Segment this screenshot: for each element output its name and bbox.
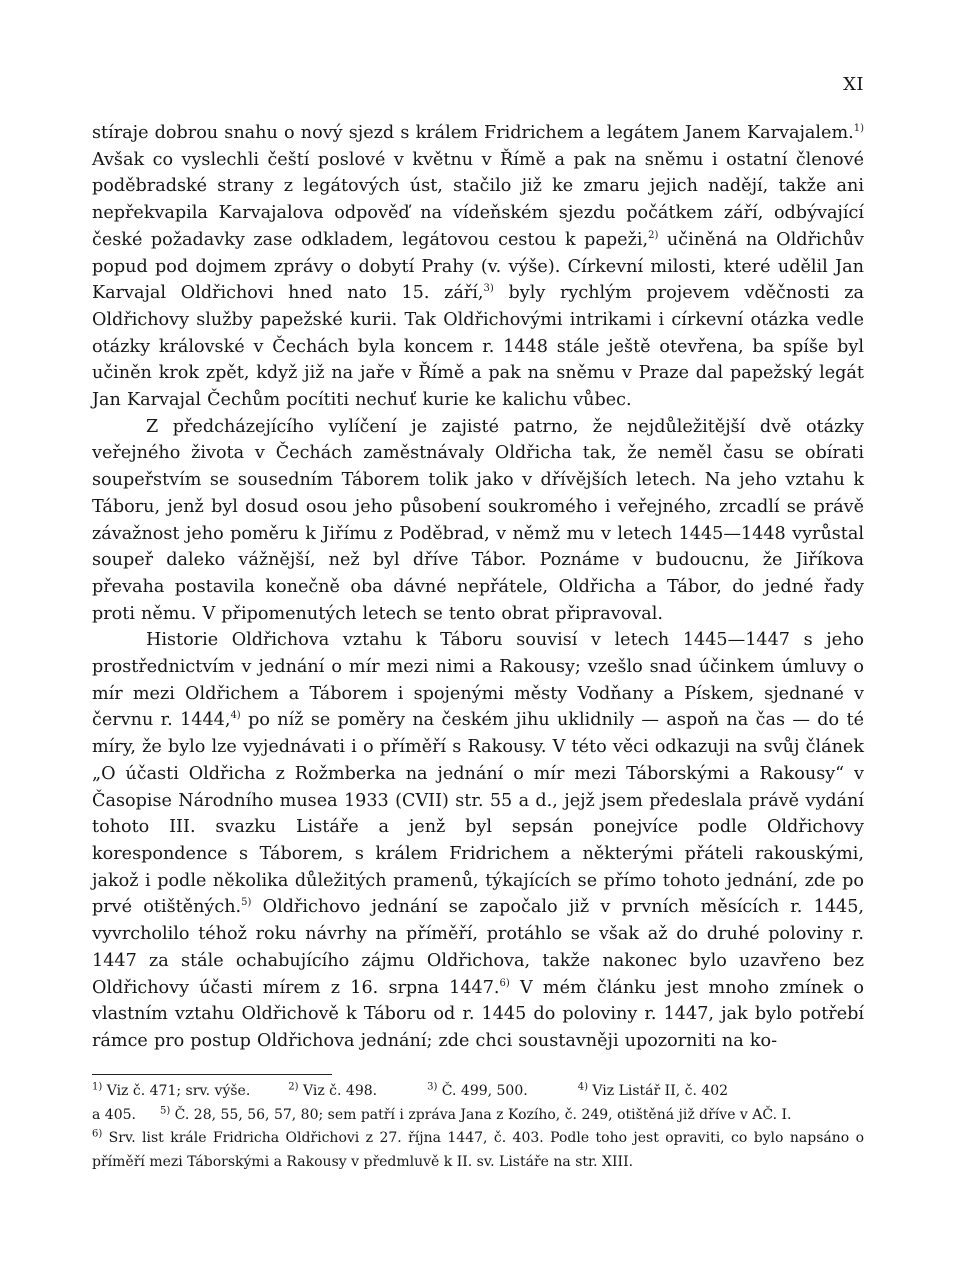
text-run: Z předcházejícího vylíčení je zajisté patrno, že nejdůležitější dvě otázky veřejného života v Čechách zaměstnávaly Oldřicha tak, že neměl času se obírati soupeřstvím se sousedním Táborem tolik jako v dřívějších letech. Na jeho vztahu k Táboru, jenž byl dosud osou jeho působení soukromého i veřejného, zrcadlí se právě závažnost jeho poměru k Jiřímu z Poděbrad, v němž mu v letech 1445—1448 vyrůstal soupeř daleko vážnější, než byl dříve Tábor. Poznáme v budoucnu, že Jiříkova převaha postavila konečně oba dávné nepřátele, Oldřicha a Tábor, do jedné řady proti němu. V připomenutých letech se tento obrat připravoval. [92,416,864,624]
footnote-6: $^{6)}$ Srv. list krále Fridricha Oldřichovi z 27. října 1447, č. 403. Podle toho jest opraviti, co bylo napsáno o příměří mezi Táborskými a Rakousy v předmluvě k II. sv. Listáře na str. XIII. [92,1128,864,1170]
text-run: V mém článku jest mnoho zmínek o vlastním vztahu Oldřichově k Táboru od r. 1445 do poloviny r. 1447, jak bylo potřebí rámce pro postup Oldřichova jednání; zde chci soustavněji upozorniti na ko- [92,977,865,1051]
footnote-ref: 3) [483,283,494,295]
text-run: po níž se poměry na českém jihu uklidnily — aspoň na čas — do té míry, že bylo lze vyjednávati i o příměří s Rakousy. V této věci odkazuji na svůj článek „O účasti Oldřicha z Rožmberka na jednání o mír mezi Táborskými a Rakousy“ v Časopise Národního musea 1933 (CVII) str. 55 a d., jejž jsem předeslala právě vydání tohoto III. svazku Listáře a jenž byl sepsán ponejvíce podle Oldřichovy korespondence s Táborem, s králem Fridrichem a některými přáteli rakouskými, jakož i podle několika důležitých pramenů, týkajících se přímo tohoto jednání, zde po prvé otištěných. [92,710,864,918]
text-run: byly rychlým projevem vděčnosti za Oldřichovy služby papežské kurii. Tak Oldřichovými intrikami i církevní otázka vedle otázky královské v Čechách byla koncem r. 1448 stále ještě otevřena, ba spíše byl učiněn krok zpět, když již na jaře v Římě a pak na sněmu v Praze dal papežský legát Jan Karvajal Čechům pocítiti nechuť kurie ke kalichu vůbec. [92,283,864,411]
footnote-2: $^{2)}$ Viz č. 498. [288,1081,378,1099]
footnote-1: $^{1)}$ Viz č. 471; srv. výše. [92,1081,251,1099]
footnote-ref: 6) [499,977,510,989]
footnote-row-2 [92,1104,864,1128]
paragraph-1 [92,120,864,414]
text-run: Historie Oldřichova vztahu k Táboru souvisí v letech 1445—1447 s jeho prostřednictvím v jednání o mír mezi nimi a Rakousy; vzešlo snad účinkem úmluvy o mír mezi Oldřichem a Táborem i spojenými městy Vodňany a Pískem, sjednané v červnu r. 1444, [92,630,864,731]
text-run: učiněná na Oldřichův popud pod dojmem zprávy o dobytí Prahy (v. výše). Církevní milosti, které udělil Jan Karvajal Oldřichovi hned nato 15. září, [92,229,864,304]
footnotes [92,1080,864,1174]
footnote-row-1 [92,1080,864,1104]
body-text [92,120,864,1055]
text-run: Oldřichovo jednání se započalo již v prvních měsících r. 1445, vyvrcholilo téhož roku návrhy na příměří, protáhlo se však až do druhé poloviny r. 1447 za stále ochabujícího zájmu Oldřichova, takže nakonec bylo uzavřeno bez Oldřichovy účasti mírem z 16. srpna 1447. [92,897,864,998]
footnote-ref: 2) [648,229,659,241]
footnote-5: $^{5)}$ Č. 28, 55, 56, 57, 80; sem patří i zpráva Jana z Kozího, č. 249, otištěná již dříve v AČ. I. [159,1104,792,1123]
footnote-4: $^{4)}$ Viz Listář II, č. 402 [577,1081,729,1099]
text-run: Avšak co vyslechli čeští poslové v květnu v Římě a pak na sněmu i ostatní členové poděbradské strany z legátových úst, stačilo již ke zmaru jejich nadějí, takže ani nepřekvapila Karvajalova odpověď na vídeňském sjezdu počátkem září, odbývající české požadavky zase odkladem, legátovou cestou k papeži, [92,149,864,250]
paragraph-2 [92,414,864,628]
paragraph-3 [92,627,864,1054]
footnote-rule [92,1074,332,1075]
footnote-ref: 4) [230,710,241,722]
footnote-3: $^{3)}$ Č. 499, 500. [427,1081,528,1099]
page-number: XI [843,74,864,95]
text-run: stíraje dobrou snahu o nový sjezd s králem Fridrichem a legátem Janem Karvajalem. [92,123,854,143]
footnote-ref: 5) [241,897,252,909]
footnote-ref: 1) [853,123,864,135]
footnote-4-continued: a 405. [92,1106,136,1123]
